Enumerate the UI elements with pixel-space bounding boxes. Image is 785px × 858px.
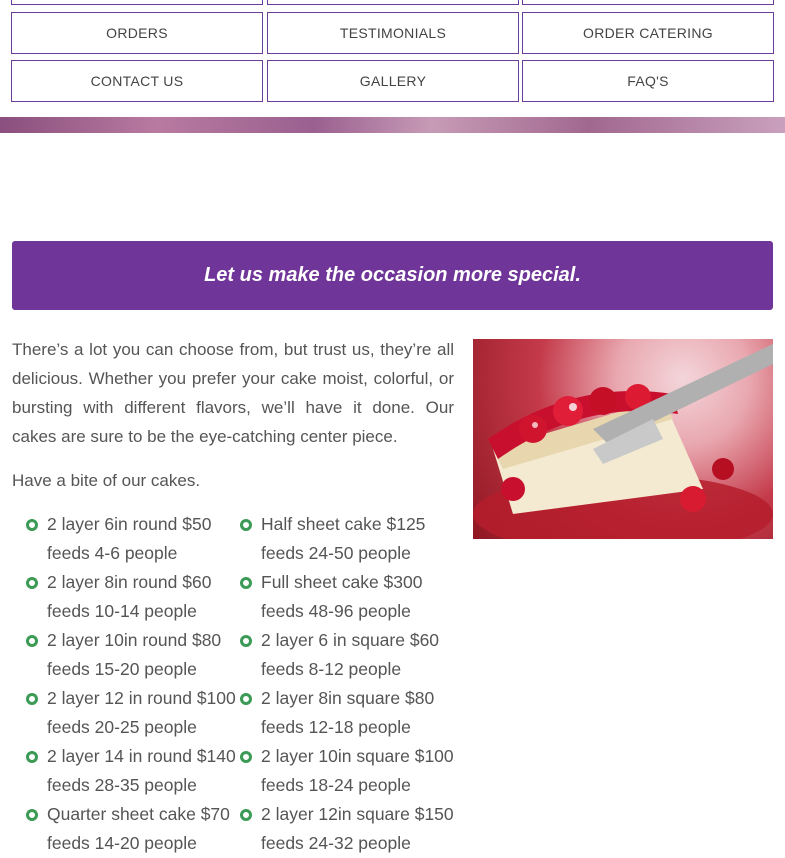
list-item: Quarter sheet cake $70 feeds 14-20 people [12,800,240,858]
list-item: 2 layer 12 in round $100 feeds 20-25 people [12,684,240,742]
nav-testimonials-button[interactable]: TESTIMONIALS [267,12,519,54]
circle-bullet-icon [26,809,38,821]
circle-bullet-icon [240,577,252,589]
circle-bullet-icon [240,519,252,531]
circle-bullet-icon [26,519,38,531]
circle-bullet-icon [240,751,252,763]
nav-button-partial[interactable] [11,0,263,5]
list-item: 2 layer 8in round $60 feeds 10-14 people [12,568,240,626]
cheesecake-illustration [473,339,773,539]
list-item: 2 layer 8in square $80 feeds 12-18 people [241,684,466,742]
list-item: 2 layer 10in round $80 feeds 15-20 people [12,626,240,684]
occasion-banner [12,241,773,310]
list-item: 2 layer 14 in round $140 feeds 28-35 people [12,742,240,800]
list-item: 2 layer 10in square $100 feeds 18-24 people [241,742,466,800]
circle-bullet-icon [240,693,252,705]
circle-bullet-icon [240,635,252,647]
cheesecake-photo [473,339,773,539]
list-item: 2 layer 12in square $150 feeds 24-32 people [241,800,466,858]
circle-bullet-icon [240,809,252,821]
nav-button-partial[interactable] [267,0,519,5]
hero-image-strip [0,117,785,133]
circle-bullet-icon [26,577,38,589]
nav-order-catering-button[interactable]: ORDER CATERING [522,12,774,54]
nav-row [11,12,774,54]
circle-bullet-icon [26,693,38,705]
list-item: Half sheet cake $125 feeds 24-50 people [241,510,466,568]
cake-list-right [241,510,466,858]
nav-orders-button[interactable]: ORDERS [11,12,263,54]
circle-bullet-icon [26,635,38,647]
nav-button-partial[interactable] [522,0,774,5]
nav-contact-us-button[interactable]: CONTACT US [11,60,263,102]
cake-list-left [12,510,240,858]
list-item: 2 layer 6 in square $60 feeds 8-12 people [241,626,466,684]
nav-faqs-button[interactable]: FAQ'S [522,60,774,102]
intro-paragraph: There’s a lot you can choose from, but trust us, they’re all delicious. Whether you prefer your cake moist, colorful, or bursting with different flavors, we’ll have it done. Our cakes are sure to be the eye-catching center piece. [12,340,454,446]
list-item: 2 layer 6in round $50 feeds 4-6 people [12,510,240,568]
nav-gallery-button[interactable]: GALLERY [267,60,519,102]
circle-bullet-icon [26,751,38,763]
list-item: Full sheet cake $300 feeds 48-96 people [241,568,466,626]
nav-row [11,60,774,102]
banner-text: Let us make the occasion more special. [204,264,581,286]
bite-heading: Have a bite of our cakes. [12,471,201,490]
